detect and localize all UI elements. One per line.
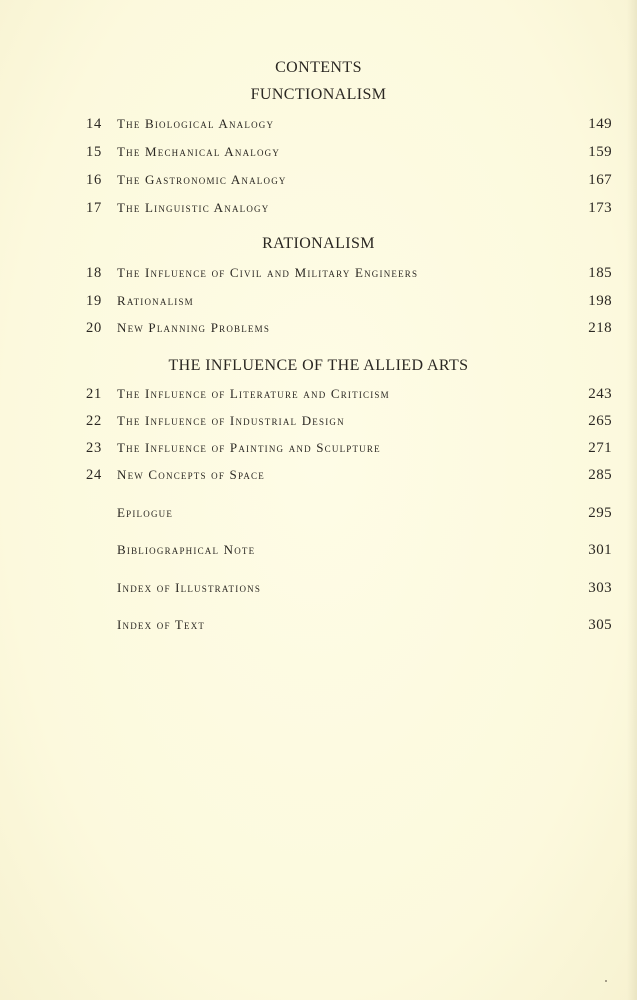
back-matter-title: Bibliographical Note <box>117 542 256 557</box>
chapter-number: 14 <box>86 116 103 132</box>
paper-speck <box>605 980 607 982</box>
back-matter-title: Index of Text <box>117 617 206 632</box>
chapter-title: The Influence of Literature and Criticism <box>117 386 390 401</box>
chapter-number: 23 <box>86 440 103 456</box>
toc-entry <box>0 413 637 435</box>
chapter-title: The Biological Analogy <box>117 116 275 131</box>
page-number: 271 <box>588 440 612 456</box>
toc-entry-back-matter <box>0 505 637 527</box>
toc-entry <box>0 172 637 194</box>
page-number: 198 <box>588 293 612 309</box>
chapter-title: New Planning Problems <box>117 320 271 335</box>
chapter-number: 18 <box>86 265 103 281</box>
chapter-title: The Gastronomic Analogy <box>117 172 287 187</box>
page-number: 159 <box>588 144 612 160</box>
back-matter-title: Index of Illustrations <box>117 580 262 595</box>
chapter-number: 22 <box>86 413 103 429</box>
chapter-title: The Influence of Civil and Military Engineers <box>117 265 419 280</box>
toc-entry <box>0 386 637 408</box>
toc-entry <box>0 293 637 315</box>
page-number: 149 <box>588 116 612 132</box>
chapter-number: 19 <box>86 293 103 309</box>
page-number: 185 <box>588 265 612 281</box>
page-number: 295 <box>588 505 612 521</box>
chapter-number: 24 <box>86 467 103 483</box>
toc-entry-back-matter <box>0 617 637 639</box>
chapter-title: New Concepts of Space <box>117 467 265 482</box>
toc-entry-back-matter <box>0 580 637 602</box>
toc-entry-back-matter <box>0 542 637 564</box>
page-number: 218 <box>588 320 612 336</box>
page-number: 265 <box>588 413 612 429</box>
page-number: 305 <box>588 617 612 633</box>
section-heading-rationalism: RATIONALISM <box>262 235 375 252</box>
page-number: 301 <box>588 542 612 558</box>
toc-entry <box>0 320 637 342</box>
chapter-number: 15 <box>86 144 103 160</box>
chapter-number: 20 <box>86 320 103 336</box>
chapter-number: 16 <box>86 172 103 188</box>
section-heading-functionalism: FUNCTIONALISM <box>250 86 387 103</box>
toc-entry <box>0 440 637 462</box>
toc-entry <box>0 265 637 287</box>
chapter-number: 17 <box>86 200 103 216</box>
page-number: 167 <box>588 172 612 188</box>
chapter-title: The Mechanical Analogy <box>117 144 281 159</box>
toc-entry <box>0 144 637 166</box>
page-number: 303 <box>588 580 612 596</box>
chapter-title: The Influence of Painting and Sculpture <box>117 440 381 455</box>
toc-entry <box>0 200 637 222</box>
chapter-number: 21 <box>86 386 103 402</box>
page-number: 173 <box>588 200 612 216</box>
chapter-title: The Influence of Industrial Design <box>117 413 345 428</box>
toc-entry <box>0 116 637 138</box>
chapter-title: The Linguistic Analogy <box>117 200 270 215</box>
page-number: 243 <box>588 386 612 402</box>
page-number: 285 <box>588 467 612 483</box>
toc-entry <box>0 467 637 489</box>
back-matter-title: Epilogue <box>117 505 174 520</box>
contents-heading: CONTENTS <box>275 59 362 76</box>
section-heading-allied-arts: THE INFLUENCE OF THE ALLIED ARTS <box>168 357 469 374</box>
chapter-title: Rationalism <box>117 293 194 308</box>
